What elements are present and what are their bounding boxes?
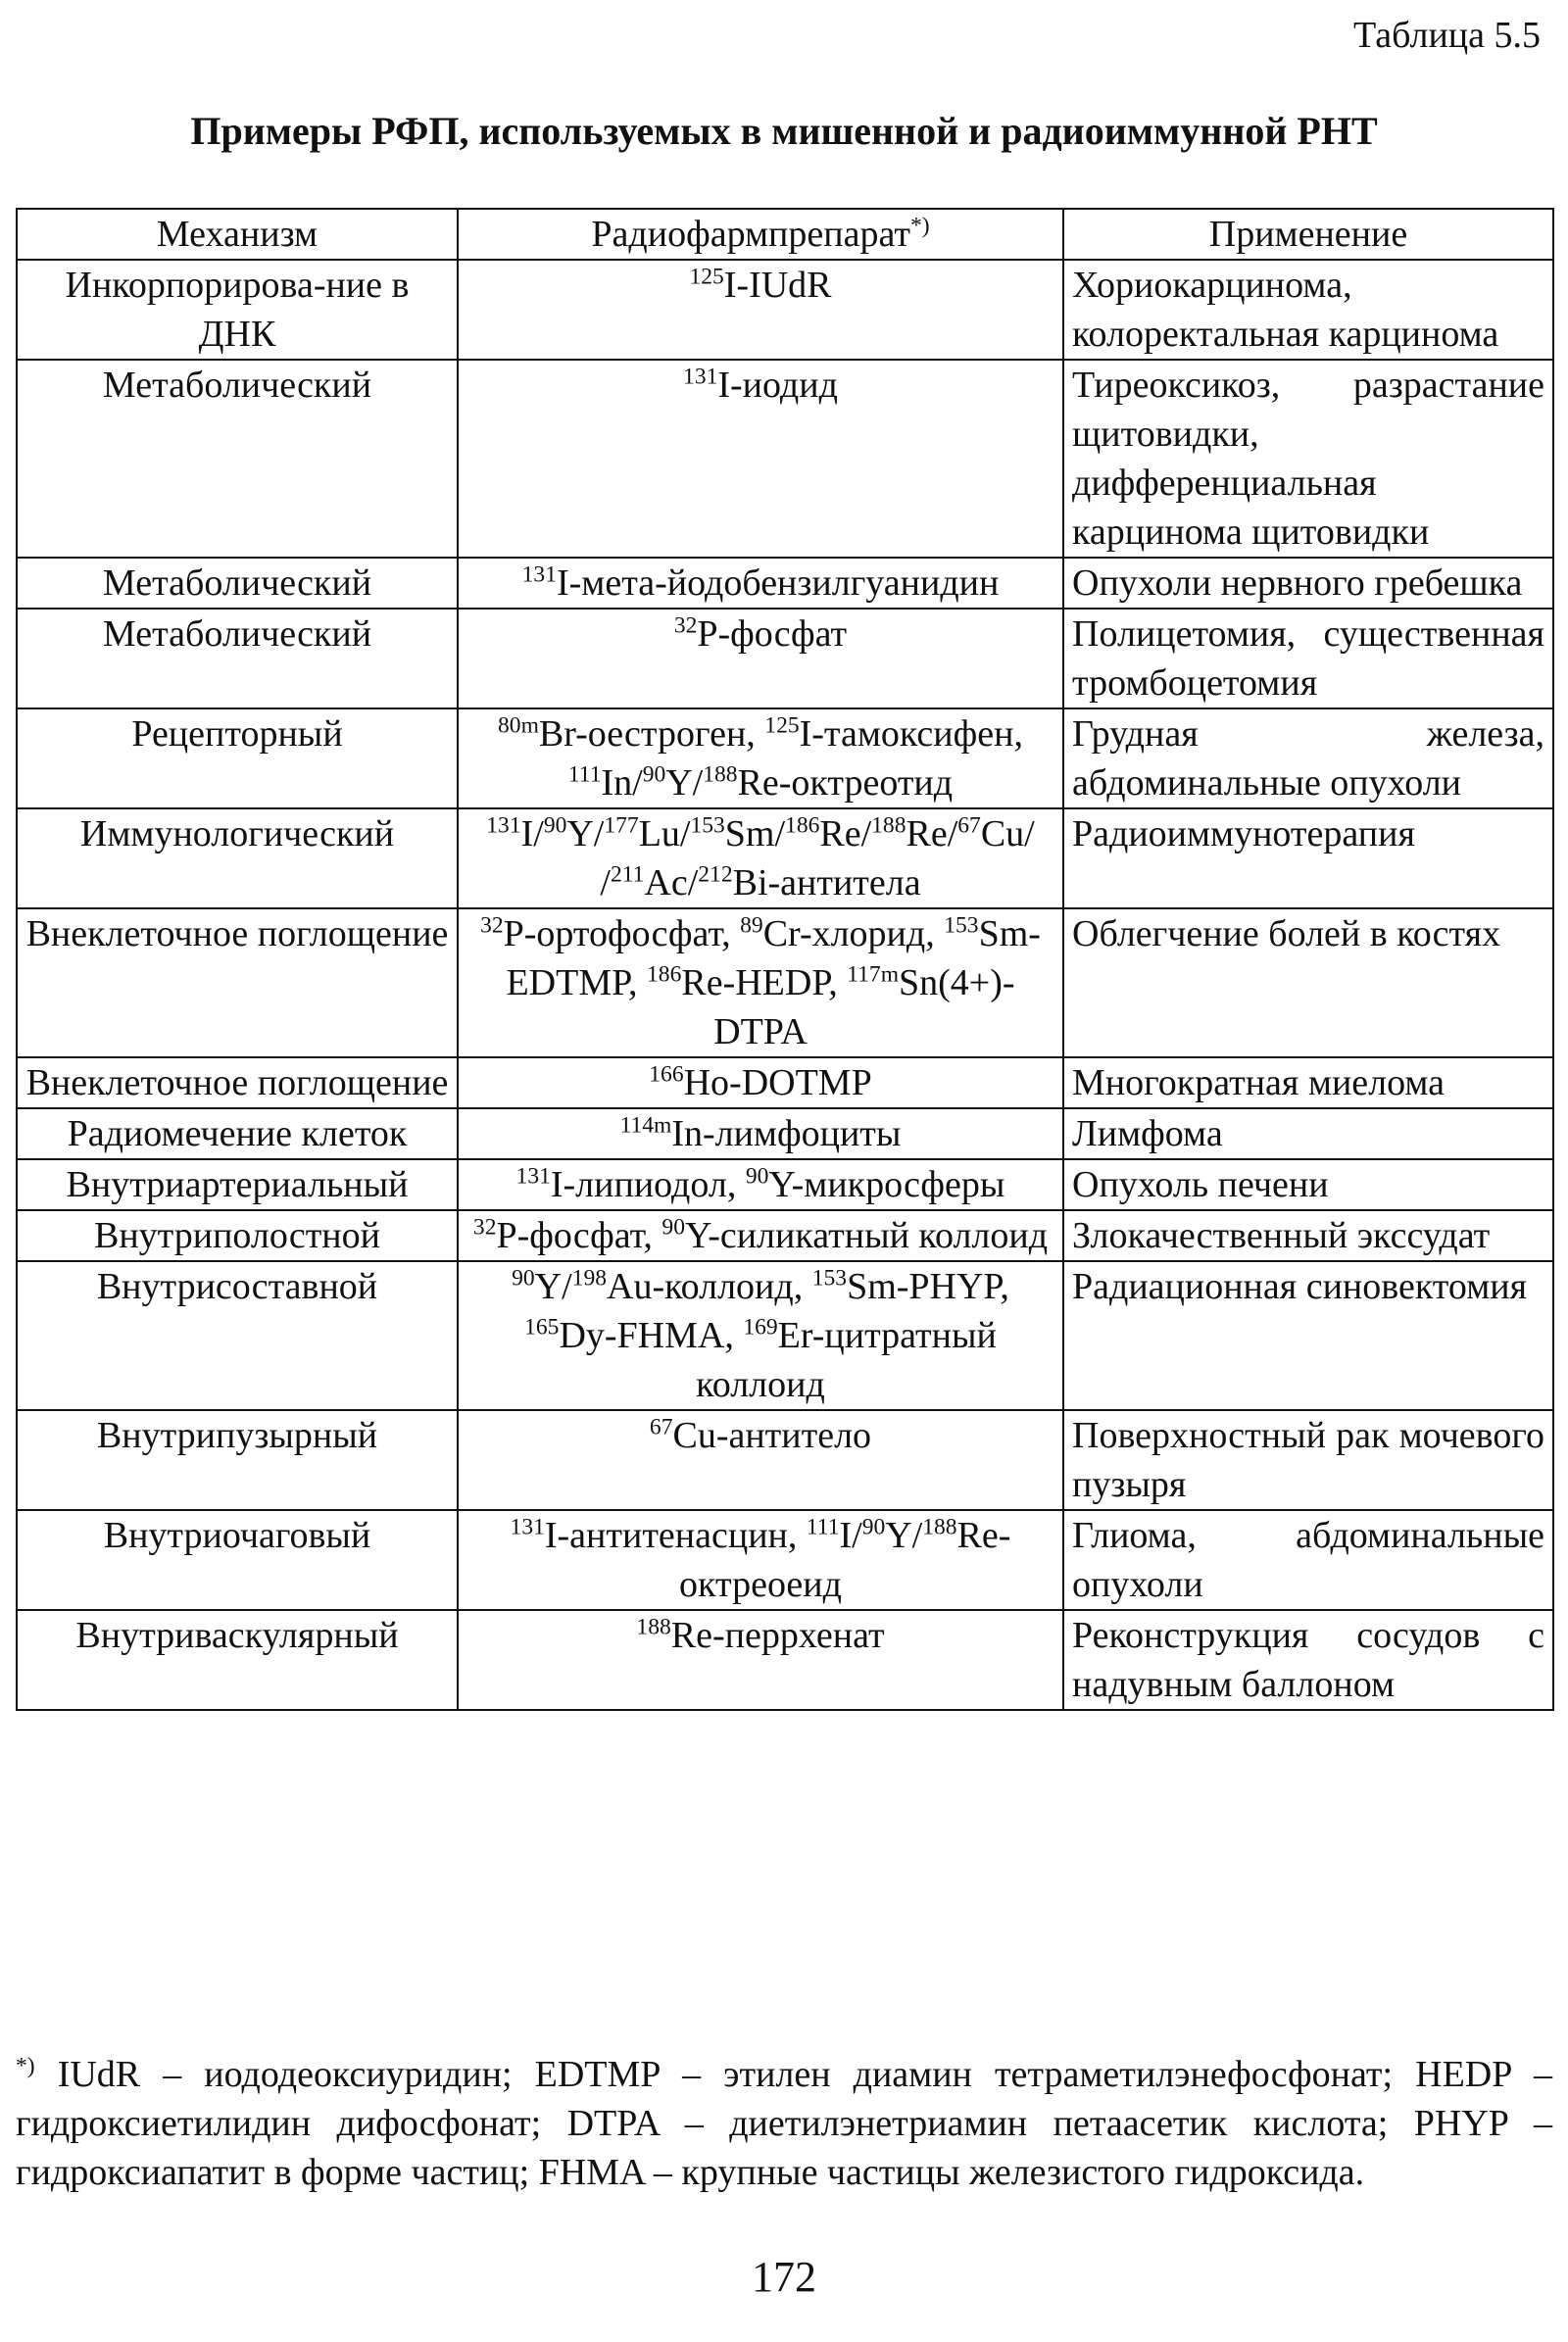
isotope-mass-number: 186 [785,812,820,839]
table-row [17,708,1553,808]
drug-text: P-фосфат, [496,1215,662,1256]
drug-text: Y/ [566,813,605,854]
table-row [17,1057,1553,1108]
drug-text: Re-октреоеид [679,1515,1011,1605]
drug-text: P-фосфат [697,613,848,655]
table-row [17,360,1553,558]
isotope-mass-number: 90 [861,1514,886,1540]
drug-text: I-липиодол, [550,1164,746,1205]
isotope-mass-number: 186 [647,961,682,988]
table-row [17,609,1553,708]
application-cell: Лимфома [1063,1108,1553,1159]
isotope-mass-number: 198 [571,1265,607,1292]
header-drug [458,209,1063,260]
drug-cell [458,609,1063,708]
application-cell: Хориокарцинома, колоректальная карцинома [1063,260,1553,360]
drug-text: Re-перрхенат [670,1615,885,1656]
table-row [17,1210,1553,1261]
drug-cell [458,360,1063,558]
application-cell: Облегчение болей в костях [1063,908,1553,1057]
drug-cell [458,1057,1063,1108]
header-mechanism: Механизм [17,209,458,260]
mechanism-cell: Внутриартериальный [17,1159,458,1210]
table-row [17,558,1553,609]
drug-text: Y-силикатный коллоид [684,1215,1049,1256]
drug-cell [458,1210,1063,1261]
drug-text: I/ [520,813,544,854]
table-row [17,1108,1553,1159]
drug-cell [458,1261,1063,1410]
drug-text: Dy-FHMA, [559,1315,744,1356]
drug-text: P-ортофосфат, [503,913,741,954]
isotope-mass-number: 188 [703,761,738,788]
isotope-mass-number: 90 [745,1163,769,1190]
isotope-mass-number: 111 [806,1514,840,1540]
mechanism-cell: Иммунологический [17,808,458,908]
isotope-mass-number: 211 [610,861,645,888]
drug-text: Au-коллоид, [607,1266,812,1307]
application-cell: Поверхностный рак мочевого пузыря [1063,1410,1553,1510]
header-drug-label: Радиофармпрепарат [591,214,910,255]
application-cell: Опухоли нервного гребешка [1063,558,1553,609]
mechanism-cell: Внутриполостной [17,1210,458,1261]
application-cell: Радиационная синовектомия [1063,1261,1553,1410]
isotope-mass-number: 90 [512,1265,535,1292]
mechanism-cell: Метаболический [17,609,458,708]
drug-cell [458,1159,1063,1210]
mechanism-cell: Внеклеточное поглощение [17,908,458,1057]
drug-cell [458,1510,1063,1610]
table-row [17,260,1553,360]
drug-text: In/ [601,762,643,804]
drug-cell [458,260,1063,360]
isotope-mass-number: 153 [690,812,725,839]
drug-cell [458,908,1063,1057]
mechanism-cell: Внеклеточное поглощение [17,1057,458,1108]
table-row [17,1510,1553,1610]
drug-text: Y/ [885,1515,923,1556]
mechanism-cell: Внутрисоставной [17,1261,458,1410]
footnote-text: IUdR – иододеоксиуридин; EDTMP – этилен диамин тетраметилэнефосфонат; HEDP – гидроксиетилидин дифосфонат; DTPA – диетилэнетриамин петаасетик кислота; PHYP – гидроксиапатит в форме частиц; FHMA – крупные частицы железистого гидроксида. [16,2054,1553,2193]
footnote-mark: *) [16,2053,35,2079]
mechanism-cell: Радиомечение клеток [17,1108,458,1159]
drug-cell [458,808,1063,908]
mechanism-cell: Внутриочаговый [17,1510,458,1610]
isotope-mass-number: 212 [698,861,733,888]
drug-text: I-IUdR [723,265,832,306]
drug-text: Bi-антитела [732,862,921,903]
page-number: 172 [752,2253,816,2301]
drug-text: Sm/ [724,813,786,854]
isotope-mass-number: 111 [567,761,602,788]
isotope-mass-number: 90 [543,812,567,839]
rft-table [16,208,1554,1711]
isotope-mass-number: 131 [510,1514,545,1540]
isotope-mass-number: 131 [515,1163,551,1190]
isotope-mass-number: 32 [480,912,504,939]
table-row [17,908,1553,1057]
drug-cell [458,1410,1063,1510]
drug-text: Y/ [534,1266,572,1307]
drug-text: Ho-DOTMP [683,1062,872,1103]
isotope-mass-number: 80m [498,712,539,739]
header-drug-note-mark: *) [909,213,930,239]
isotope-mass-number: 90 [642,761,666,788]
table-row [17,1410,1553,1510]
isotope-mass-number: 166 [649,1061,684,1088]
mechanism-cell: Метаболический [17,558,458,609]
drug-text: I/ [839,1515,862,1556]
application-cell: Тиреоксикоз, разрастание щитовидки, дифференциальная карцинома щитовидки [1063,360,1553,558]
drug-text: Er-цитратный коллоид [696,1315,997,1405]
isotope-mass-number: 169 [743,1314,778,1341]
isotope-mass-number: 89 [740,912,763,939]
drug-text: Ac/ [644,862,699,903]
isotope-mass-number: 125 [689,264,724,290]
isotope-mass-number: 165 [524,1314,560,1341]
isotope-mass-number: 90 [662,1214,685,1241]
drug-text: I-мета-йодобензилгуанидин [556,562,1000,604]
mechanism-cell: Инкорпорирова-ние в ДНК [17,260,458,360]
drug-text: Sm-EDTMP, [506,913,1041,1003]
application-cell: Радиоиммунотерапия [1063,808,1553,908]
isotope-mass-number: 125 [764,712,800,739]
drug-text: Re/ [819,813,872,854]
drug-text: Re-октреотид [737,762,954,804]
table-header-row [17,209,1553,260]
isotope-mass-number: 117m [847,961,900,988]
isotope-mass-number: 188 [636,1614,671,1640]
isotope-mass-number: 153 [944,912,979,939]
isotope-mass-number: 188 [922,1514,957,1540]
drug-text: I-антитенасцин, [544,1515,807,1556]
drug-text: Cr-хлорид, [762,913,945,954]
mechanism-cell: Метаболический [17,360,458,558]
drug-cell [458,708,1063,808]
isotope-mass-number: 131 [683,364,718,390]
application-cell: Грудная железа, абдоминальные опухоли [1063,708,1553,808]
drug-text: Sm-PHYP, [847,1266,1009,1307]
table-row [17,1261,1553,1410]
application-cell: Реконструкция сосудов с надувным баллоном [1063,1610,1553,1710]
isotope-mass-number: 177 [604,812,639,839]
drug-text: Y-микросферы [768,1164,1005,1205]
drug-text: I-тамоксифен, [799,713,1023,755]
isotope-mass-number: 67 [649,1414,673,1440]
table-body [17,260,1553,1710]
footnote [16,2050,1552,2197]
table-row [17,1159,1553,1210]
header-application: Применение [1063,209,1553,260]
isotope-mass-number: 114m [619,1112,672,1139]
drug-text: In-лимфоциты [671,1113,902,1154]
application-cell: Опухоль печени [1063,1159,1553,1210]
drug-text: Cu-антитело [672,1415,872,1456]
isotope-mass-number: 131 [486,812,521,839]
table-row [17,1610,1553,1710]
mechanism-cell: Внутрипузырный [17,1410,458,1510]
drug-text: Cu/ / [600,813,1035,903]
application-cell: Многократная миелома [1063,1057,1553,1108]
application-cell: Злокачественный экссудат [1063,1210,1553,1261]
mechanism-cell: Внутриваскулярный [17,1610,458,1710]
drug-text: Br-оестроген, [538,713,765,755]
drug-cell [458,558,1063,609]
isotope-mass-number: 153 [811,1265,848,1292]
drug-text: Re-HEDP, [681,962,848,1003]
isotope-mass-number: 131 [521,561,557,588]
application-cell: Глиома, абдоминальные опухоли [1063,1510,1553,1610]
mechanism-cell: Рецепторный [17,708,458,808]
drug-text: Re/ [906,813,958,854]
application-cell: Полицетомия, существенная тромбоцетомия [1063,609,1553,708]
table-label: Таблица 5.5 [1352,15,1541,56]
drug-text: I-иодид [717,365,838,406]
isotope-mass-number: 32 [472,1214,497,1241]
isotope-mass-number: 67 [957,812,981,839]
page-title: Примеры РФП, используемых в мишенной и радиоиммунной РНТ [190,109,1378,153]
drug-text: Y/ [665,762,704,804]
drug-cell [458,1108,1063,1159]
drug-cell [458,1610,1063,1710]
drug-text: Lu/ [638,813,691,854]
table-row [17,808,1553,908]
isotope-mass-number: 188 [871,812,906,839]
isotope-mass-number: 32 [673,612,698,639]
drug-text: Sn(4+)-DTPA [713,962,1015,1052]
